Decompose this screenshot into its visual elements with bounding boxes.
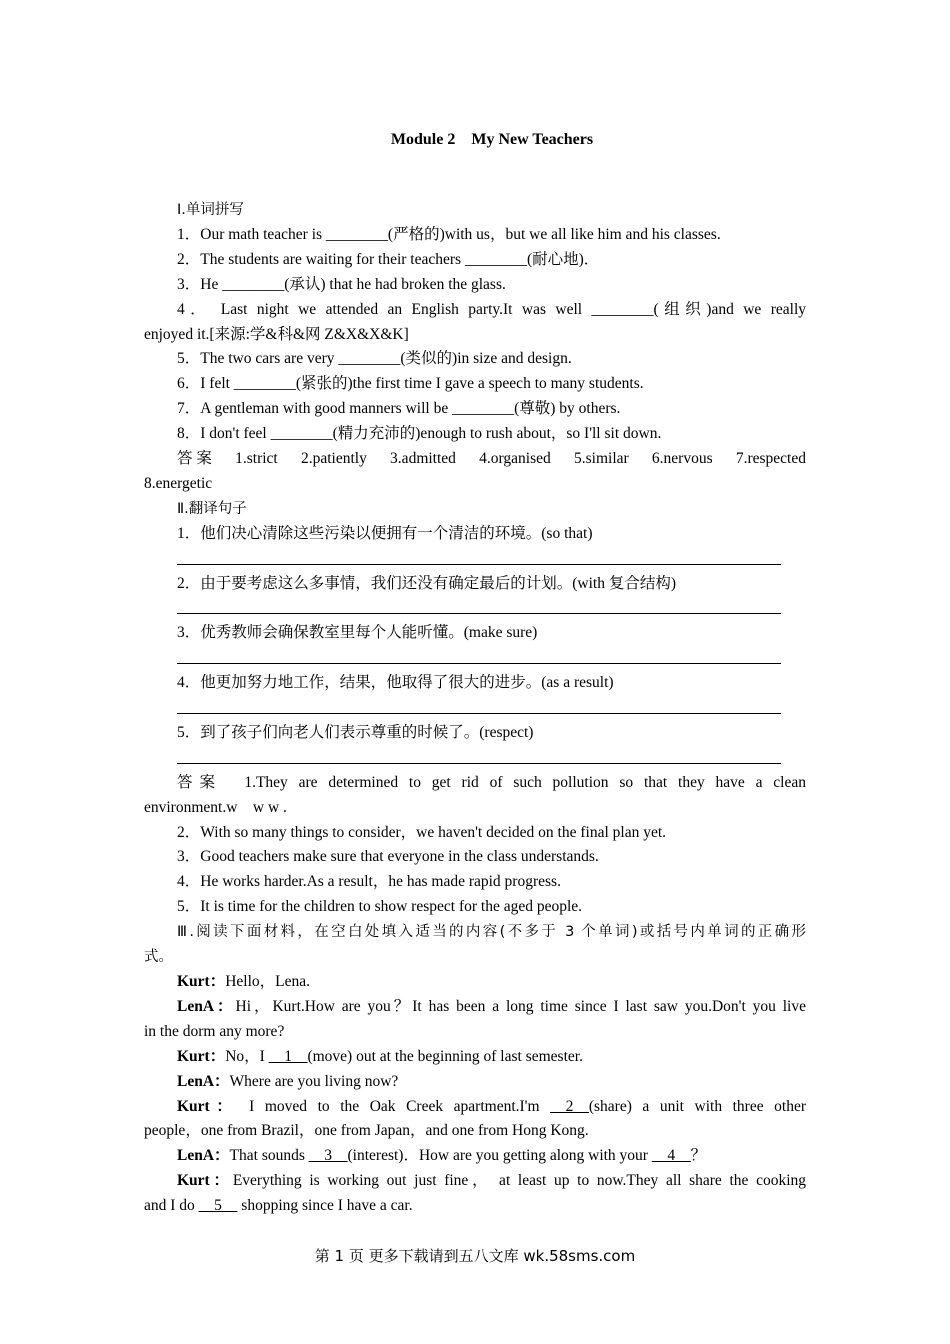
dialogue-line-7: [144, 1169, 806, 1194]
dialogue-line-5: [144, 1095, 806, 1120]
blank-4: __4__: [651, 1147, 691, 1165]
speaker-name: LenA：: [177, 1072, 230, 1090]
blank-5: __5__: [198, 1197, 238, 1215]
section3-heading-cont: 式。: [144, 949, 173, 966]
dialogue-text: ？: [690, 1147, 707, 1165]
s2-answer-5: 5．It is time for the children to show respect for the aged people.: [177, 898, 583, 916]
s1-item-3: 3．He ________(承认) that he had broken the glass.: [177, 275, 506, 293]
s1-answer-cont: 8.energetic: [144, 474, 213, 492]
speaker-name: LenA：: [177, 997, 236, 1015]
section1-heading: Ⅰ.单词拼写: [177, 202, 244, 218]
speaker-name: LenA：: [177, 1147, 230, 1165]
s2-item-1: 1．他们决心清除这些污染以便拥有一个清洁的环境。(so that): [177, 524, 593, 542]
s1-answer: 答案 1.strict 2.patiently 3.admitted 4.organised 5.similar 6.nervous 7.respected: [177, 450, 806, 468]
dialogue-line-2-cont: in the dorm any more?: [144, 1022, 285, 1040]
dialogue-text: shopping since I have a car.: [237, 1197, 413, 1215]
s2-item-2: 2．由于要考虑这么多事情，我们还没有确定最后的计划。(with 复合结构): [177, 574, 677, 592]
s2-item-3: 3．优秀教师会确保教室里每个人能听懂。(make sure): [177, 624, 538, 642]
dialogue-text: and I do: [144, 1197, 199, 1215]
dialogue-text: (move) out at the beginning of last semester.: [307, 1047, 583, 1065]
dialogue-text: Everything is working out just fine， at least up to now.They all share the cooking: [232, 1172, 807, 1190]
s2-answer: 答案 1.They are determined to get rid of such pollution so that they have a clean: [177, 773, 806, 791]
dialogue-line-7-cont: [144, 1194, 806, 1219]
answer-blank-line: [177, 596, 781, 621]
s1-item-8: 8．I don't feel ________(精力充沛的)enough to rush about，so I'll sit down.: [177, 425, 662, 443]
s1-item-4: 4． Last night we attended an English party.It was well ________(组织)and we really: [177, 300, 806, 318]
dialogue-text: (share) a unit with three other: [588, 1097, 807, 1115]
dialogue-line-2: [144, 995, 806, 1020]
dialogue-text: I moved to the Oak Creek apartment.I'm: [238, 1097, 551, 1115]
s2-answer-4: 4．He works harder.As a result，he has made rapid progress.: [177, 873, 561, 891]
blank-3: __3__: [308, 1147, 348, 1165]
answer-blank-line: [177, 746, 781, 771]
s1-item-7: 7．A gentleman with good manners will be ________(尊敬) by others.: [177, 400, 621, 418]
blank-2: __2__: [550, 1097, 589, 1115]
page-footer: 第 1 页 更多下载请到五八文库 wk.58sms.com: [314, 1247, 636, 1265]
answer-blank-line: [177, 696, 781, 721]
dialogue-line-1: [144, 970, 806, 995]
s2-item-4: 4．他更加努力地工作，结果，他取得了很大的进步。(as a result): [177, 674, 614, 692]
speaker-name: Kurt：: [177, 1047, 226, 1065]
section3-heading: Ⅲ.阅读下面材料，在空白处填入适当的内容(不多于 3 个单词)或括号内单词的正确形: [177, 924, 806, 941]
answer-blank-line: [177, 646, 781, 671]
s1-item-1: 1．Our math teacher is ________(严格的)with us，but we all like him and his classes.: [177, 225, 721, 243]
s2-answer-cont: environment.w w w .: [144, 798, 287, 816]
answer-blank-line: [177, 547, 781, 572]
dialogue-line-5-cont: people，one from Brazil，one from Japan，and one from Hong Kong.: [144, 1122, 589, 1140]
speaker-name: Kurt：: [177, 973, 226, 991]
s1-item-6: 6．I felt ________(紧张的)the first time I gave a speech to many students.: [177, 375, 644, 393]
dialogue-line-3: [144, 1045, 806, 1070]
page-title: Module 2 My New Teachers: [390, 131, 594, 148]
s2-answer-3: 3．Good teachers make sure that everyone in the class understands.: [177, 848, 599, 866]
dialogue-text: (interest)．How are you getting along with your: [347, 1147, 652, 1165]
dialogue-text: That sounds: [229, 1147, 309, 1165]
s1-item-4-cont: enjoyed it.[来源:学&科&网 Z&X&X&K]: [144, 325, 409, 343]
speaker-name: Kurt：: [177, 1097, 239, 1115]
dialogue-text: Hello，Lena.: [225, 973, 311, 991]
s1-item-2: 2．The students are waiting for their teachers ________(耐心地)．: [177, 250, 600, 268]
section2-heading: Ⅱ.翻译句子: [177, 500, 247, 517]
document-body: [144, 198, 806, 1219]
s2-answer-2: 2．With so many things to consider，we haven't decided on the final plan yet.: [177, 823, 667, 841]
dialogue-text: Hi，Kurt.How are you？It has been a long time since I last saw you.Don't you live: [235, 997, 806, 1015]
dialogue-text: Where are you living now?: [229, 1072, 399, 1090]
dialogue-line-4: [144, 1070, 806, 1095]
dialogue-line-6: [144, 1144, 806, 1169]
speaker-name: Kurt：: [177, 1172, 233, 1190]
blank-1: __1__: [268, 1047, 308, 1065]
s1-item-5: 5．The two cars are very ________(类似的)in size and design.: [177, 350, 572, 368]
s2-item-5: 5．到了孩子们向老人们表示尊重的时候了。(respect): [177, 723, 534, 741]
dialogue-text: No，I: [225, 1047, 269, 1065]
